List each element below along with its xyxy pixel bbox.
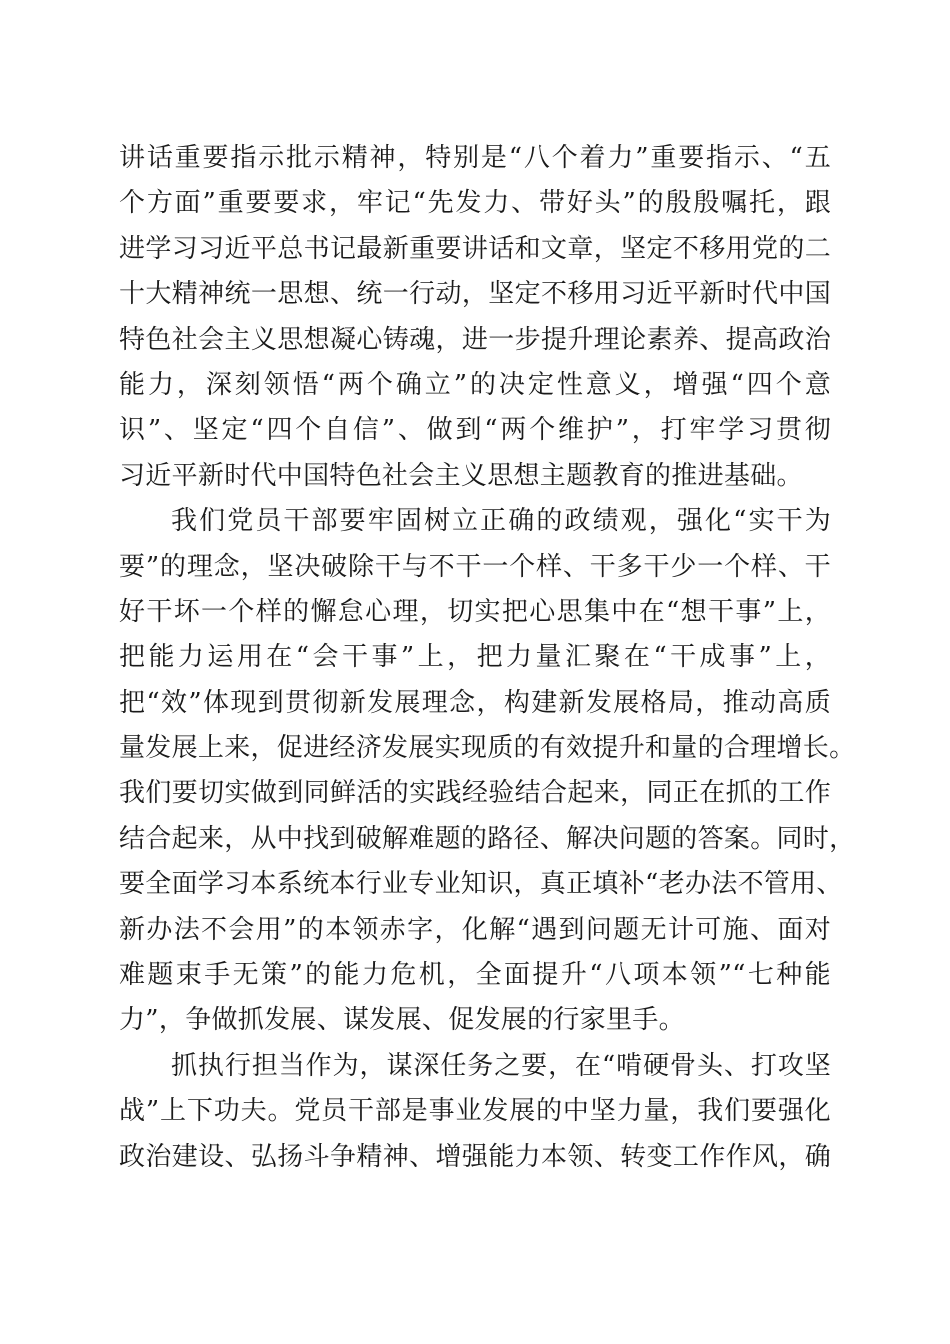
text-line: 要全面学习本系统本行业专业知识，真正填补“老办法不管用、 xyxy=(119,869,843,900)
text-line: 把能力运用在“会干事”上，把力量汇聚在“干成事”上， xyxy=(119,642,831,673)
text-line: 识”、坚定“四个自信”、做到“两个维护”，打牢学习贯彻 xyxy=(119,415,831,446)
text-line: 习近平新时代中国特色社会主义思想主题教育的推进基础。 xyxy=(119,460,803,491)
text-line: 战”上下功夫。党员干部是事业发展的中坚力量，我们要强化 xyxy=(119,1096,831,1127)
text-line: 我们要切实做到同鲜活的实践经验结合起来，同正在抓的工作 xyxy=(119,778,831,809)
text-line: 结合起来，从中找到破解难题的路径、解决问题的答案。同时， xyxy=(119,823,856,854)
text-line: 好干坏一个样的懈怠心理，切实把心思集中在“想干事”上， xyxy=(119,596,831,627)
text-line: 讲话重要指示批示精神，特别是“八个着力”重要指示、“五 xyxy=(119,143,831,173)
text-line: 个方面”重要要求，牢记“先发力、带好头”的殷殷嘱托，跟 xyxy=(119,188,831,219)
text-line: 新办法不会用”的本领赤字，化解“遇到问题无计可施、面对 xyxy=(119,914,831,945)
text-line: 量发展上来，促进经济发展实现质的有效提升和量的合理增长。 xyxy=(119,733,856,764)
text-line: 要”的理念，坚决破除干与不干一个样、干多干少一个样、干 xyxy=(119,551,831,582)
text-line: 特色社会主义思想凝心铸魂，进一步提升理论素养、提高政治 xyxy=(119,324,831,355)
text-line: 力”，争做抓发展、谋发展、促发展的行家里手。 xyxy=(119,1005,685,1036)
text-line: 抓执行担当作为，谋深任务之要，在“啃硬骨头、打攻坚 xyxy=(171,1050,831,1081)
text-line: 十大精神统一思想、统一行动，坚定不移用习近平新时代中国 xyxy=(119,279,831,310)
body-text xyxy=(119,136,856,1180)
text-line: 我们党员干部要牢固树立正确的政绩观，强化“实干为 xyxy=(171,506,831,537)
text-line: 把“效”体现到贯彻新发展理念，构建新发展格局，推动高质 xyxy=(119,687,831,718)
text-line: 能力，深刻领悟“两个确立”的决定性意义，增强“四个意 xyxy=(119,369,831,400)
text-line: 进学习习近平总书记最新重要讲话和文章，坚定不移用党的二 xyxy=(119,233,831,264)
text-line: 政治建设、弘扬斗争精神、增强能力本领、转变工作作风，确 xyxy=(119,1141,831,1172)
text-line: 难题束手无策”的能力危机，全面提升“八项本领”“七种能 xyxy=(119,960,831,991)
